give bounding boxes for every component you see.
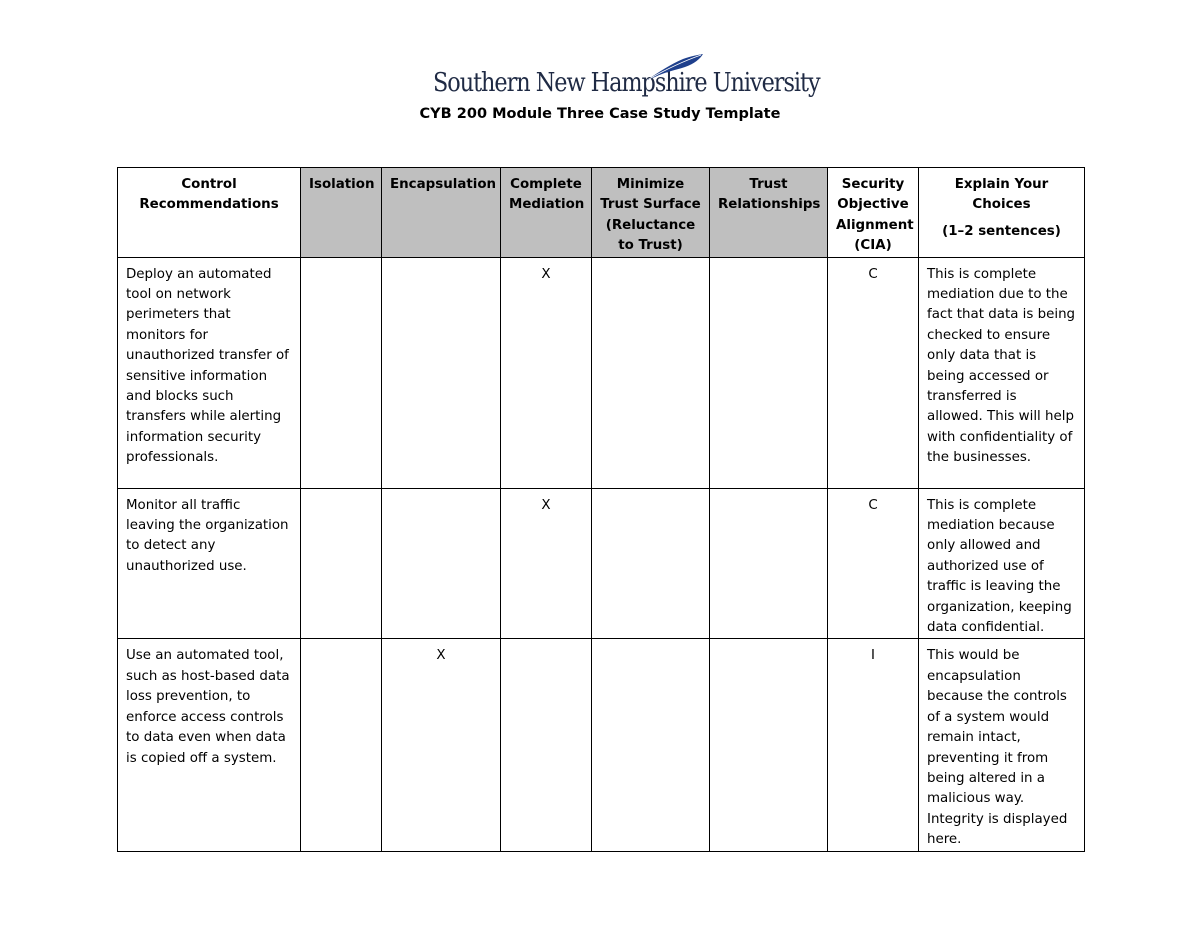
header-row — [118, 168, 1085, 258]
minimize-trust-cell — [592, 639, 710, 851]
complete-mediation-cell: X — [501, 257, 592, 488]
complete-mediation-cell: X — [501, 488, 592, 639]
minimize-trust-cell — [592, 257, 710, 488]
control-cell: Monitor all traffic leaving the organization to detect any unauthorized use. — [118, 488, 301, 639]
explain-header-subtitle: (1–2 sentences) — [942, 223, 1061, 239]
col-header-minimize-trust-surface: Minimize Trust Surface (Reluctance to Trust) — [592, 168, 710, 258]
encapsulation-cell: X — [382, 639, 501, 851]
cia-cell: C — [828, 488, 919, 639]
trust-relationships-cell — [710, 639, 828, 851]
isolation-cell — [301, 639, 382, 851]
trust-relationships-cell — [710, 257, 828, 488]
case-study-table — [117, 167, 1085, 852]
table-row — [118, 488, 1085, 639]
col-header-complete-mediation: Complete Mediation — [501, 168, 592, 258]
university-logo — [433, 52, 820, 102]
col-header-security-objective: Security Objective Alignment (CIA) — [828, 168, 919, 258]
col-header-explain — [919, 168, 1085, 258]
trust-relationships-cell — [710, 488, 828, 639]
feather-icon — [645, 52, 705, 82]
control-cell: Use an automated tool, such as host-based data loss prevention, to enforce access controls to data even when data is copied off a system. — [118, 639, 301, 851]
table-row — [118, 257, 1085, 488]
encapsulation-cell — [382, 488, 501, 639]
isolation-cell — [301, 488, 382, 639]
control-cell: Deploy an automated tool on network perimeters that monitors for unauthorized transfer of sensitive information and blocks such transfers while alerting information security professionals. — [118, 257, 301, 488]
explain-cell: This is complete mediation because only allowed and authorized use of traffic is leaving the organization, keeping data confidential. — [919, 488, 1085, 639]
isolation-cell — [301, 257, 382, 488]
explain-cell: This would be encapsulation because the controls of a system would remain intact, preventing it from being altered in a malicious way. Integrity is displayed here. — [919, 639, 1085, 851]
cia-cell: I — [828, 639, 919, 851]
cia-cell: C — [828, 257, 919, 488]
explain-header-label: Explain Your Choices — [954, 177, 1049, 213]
col-header-trust-relationships: Trust Relationships — [710, 168, 828, 258]
table-row — [118, 639, 1085, 851]
minimize-trust-cell — [592, 488, 710, 639]
document-title: CYB 200 Module Three Case Study Template — [419, 106, 781, 122]
col-header-isolation: Isolation — [301, 168, 382, 258]
encapsulation-cell — [382, 257, 501, 488]
complete-mediation-cell — [501, 639, 592, 851]
col-header-control: Control Recommendations — [118, 168, 301, 258]
logo-wordmark: Southern New Hampshire University — [433, 68, 820, 98]
explain-cell: This is complete mediation due to the fact that data is being checked to ensure only data that is being accessed or transferred is allowed. This will help with confidentiality of the businesses. — [919, 257, 1085, 488]
col-header-encapsulation: Encapsulation — [382, 168, 501, 258]
